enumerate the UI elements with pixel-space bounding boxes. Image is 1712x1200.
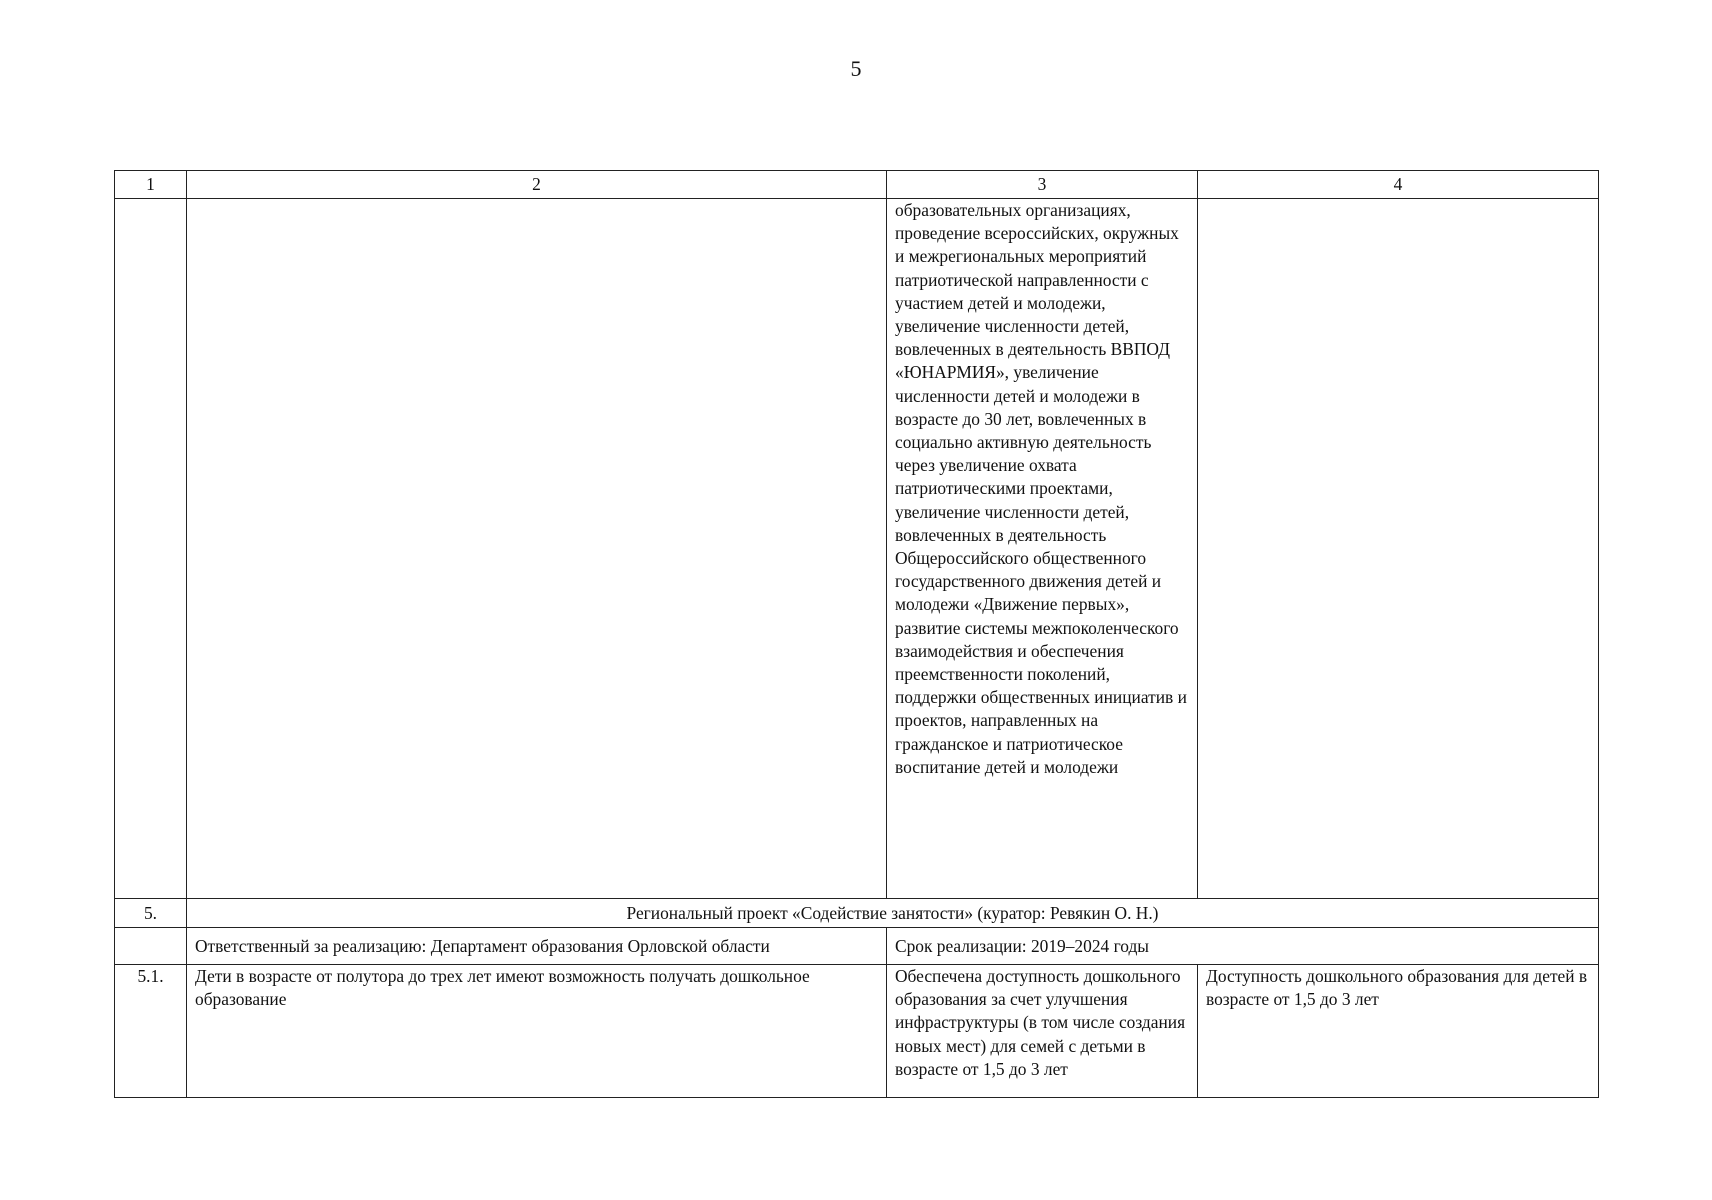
- column-number-row: [115, 171, 1599, 199]
- item-indicator: Доступность дошкольного образования для детей в возрасте от 1,5 до 3 лет: [1198, 965, 1599, 1098]
- item-row: [115, 965, 1599, 1098]
- column-header-2: 2: [187, 171, 887, 199]
- section-row: [115, 899, 1599, 928]
- continued-result-cell: образовательных организациях, проведение всероссийских, окружных и межрегиональных мероприятий патриотической направленности с участием детей и молодежи, увеличение численности детей, вовлеченных в деятельность ВВПОД «ЮНАРМИЯ», увеличение численности детей и молодежи в возрасте до 30 лет, вовлеченных в социально активную деятельность через увеличение охвата патриотическими проектами, увеличение численности детей, вовлеченных в деятельность Общероссийского общественного государственного движения детей и молодежи «Движение первых», развитие системы межпоколенческого взаимодействия и обеспечения преемственности поколений, поддержки общественных инициатив и проектов, направленных на гражданское и патриотическое воспитание детей и молодежи: [887, 199, 1198, 899]
- item-task: Дети в возрасте от полутора до трех лет имеют возможность получать дошкольное образование: [187, 965, 887, 1098]
- column-header-4: 4: [1198, 171, 1599, 199]
- section-title: Региональный проект «Содействие занятости» (куратор: Ревякин О. Н.): [187, 899, 1599, 928]
- item-number: 5.1.: [115, 965, 187, 1098]
- continued-indicator-cell: [1198, 199, 1599, 899]
- section-number: 5.: [115, 899, 187, 928]
- column-header-1: 1: [115, 171, 187, 199]
- column-header-3: 3: [887, 171, 1198, 199]
- project-table: [114, 170, 1599, 1098]
- period-cell: Срок реализации: 2019–2024 годы: [887, 928, 1599, 965]
- continued-row: [115, 199, 1599, 899]
- page-number: 5: [850, 56, 862, 81]
- responsible-row: [115, 928, 1599, 965]
- item-result: Обеспечена доступность дошкольного образования за счет улучшения инфраструктуры (в том числе создания новых мест) для семей с детьми в возрасте от 1,5 до 3 лет: [887, 965, 1198, 1098]
- responsible-number-cell: [115, 928, 187, 965]
- continued-task-cell: [187, 199, 887, 899]
- responsible-cell: Ответственный за реализацию: Департамент образования Орловской области: [187, 928, 887, 965]
- continued-number-cell: [115, 199, 187, 899]
